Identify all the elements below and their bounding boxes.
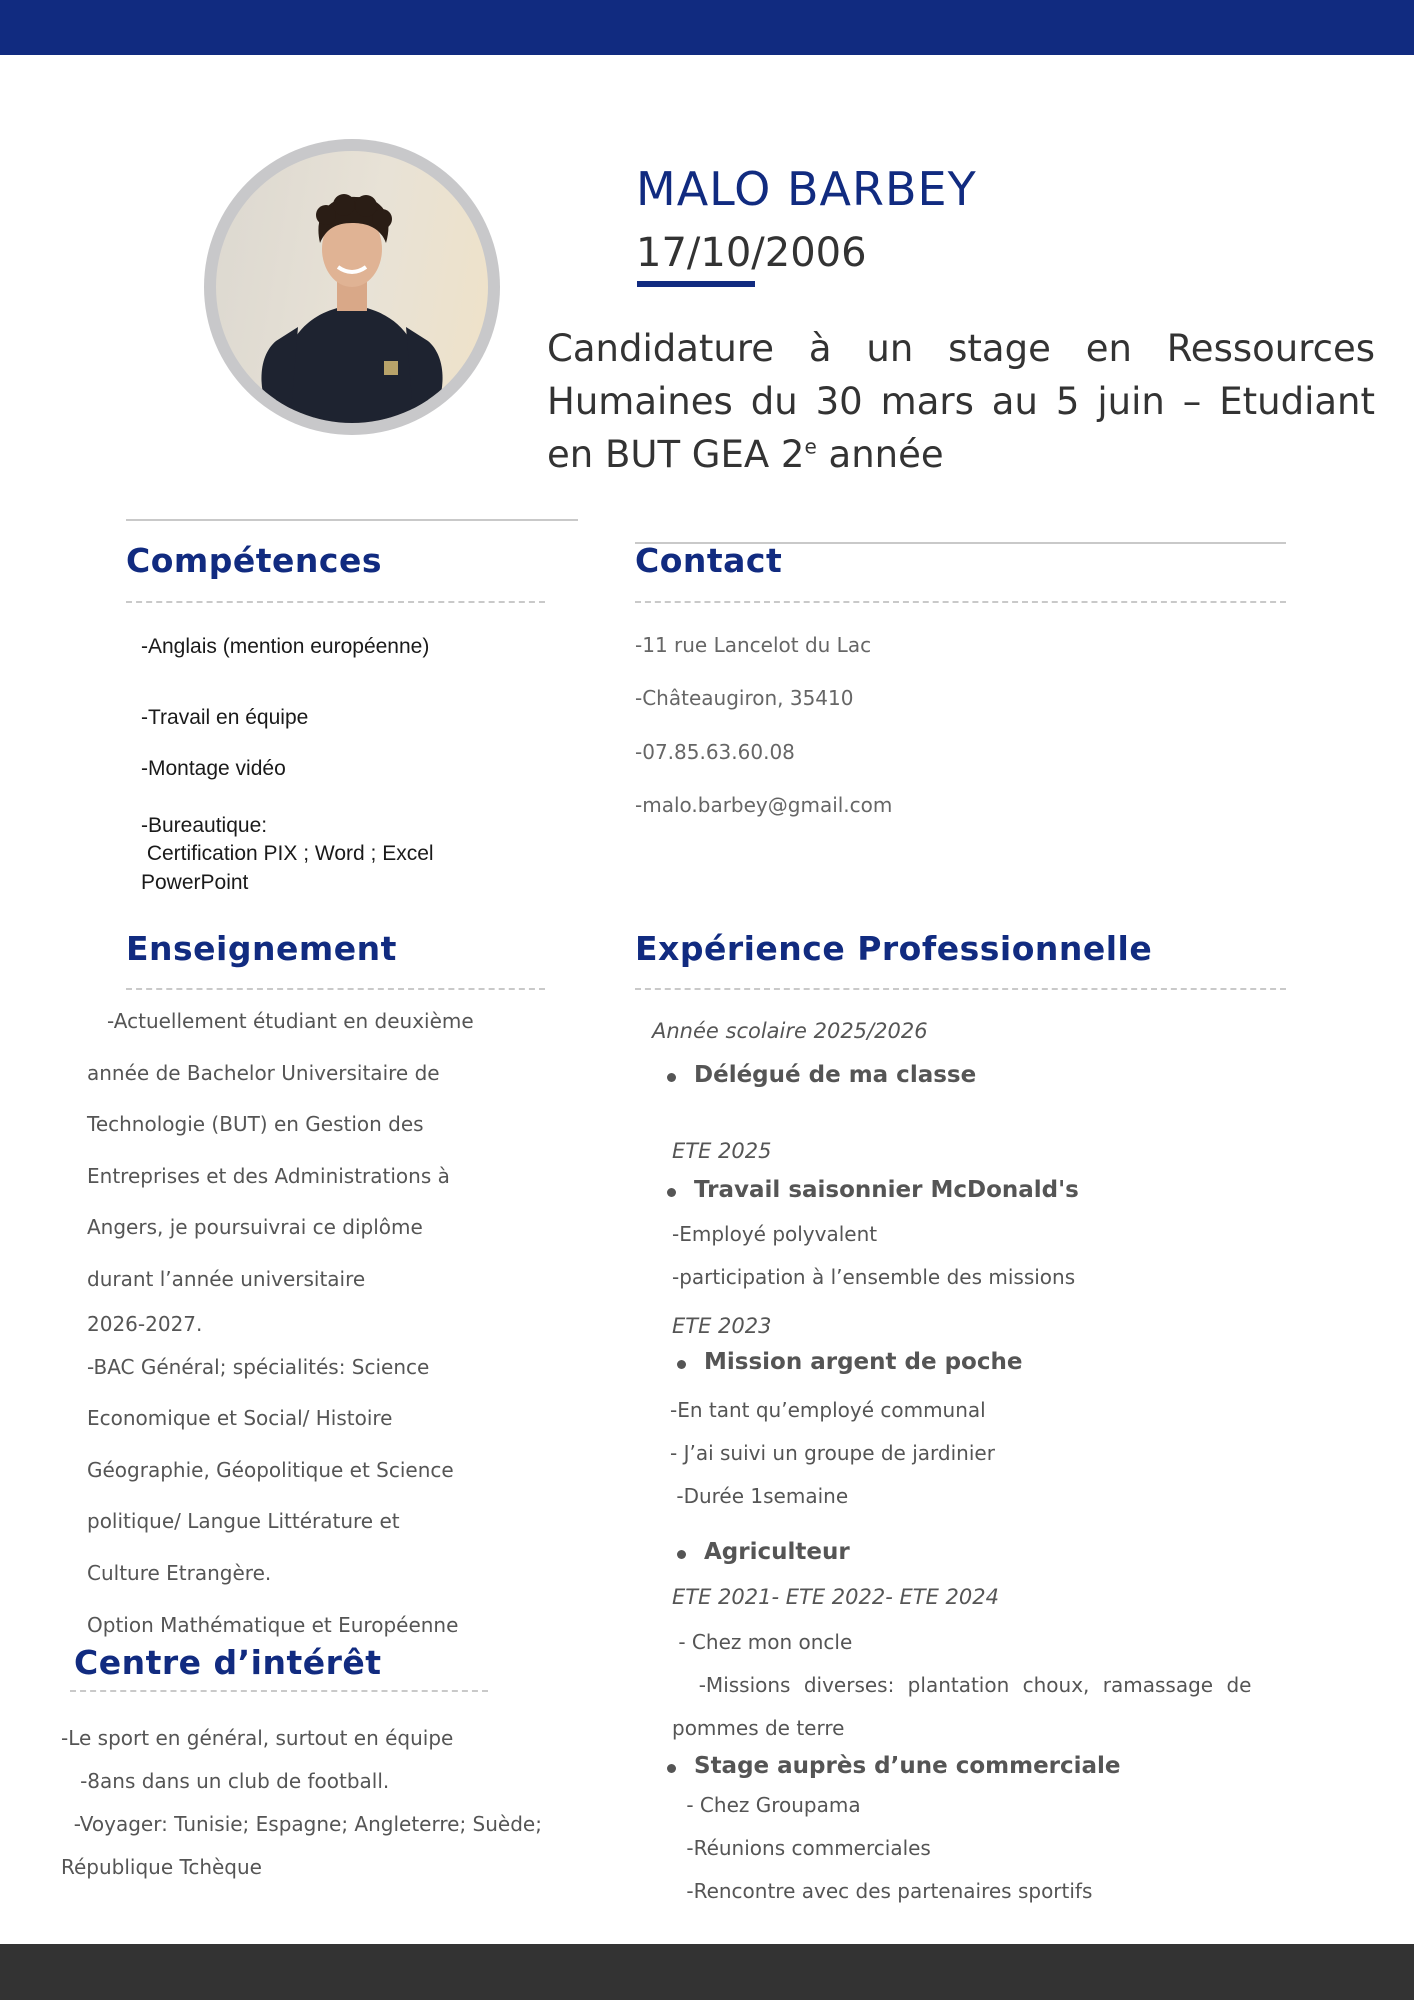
education-line: Economique et Social/ Histoire xyxy=(87,1406,393,1431)
interests-title-rule xyxy=(70,1690,488,1692)
contact-city: -Châteaugiron, 35410 xyxy=(635,686,854,710)
application-headline xyxy=(547,322,1375,481)
person-illustration-icon xyxy=(216,151,488,423)
education-line: Angers, je poursuivrai ce diplôme xyxy=(87,1215,423,1240)
experience-detail: -Réunions commerciales xyxy=(680,1836,931,1860)
interest-line: -8ans dans un club de football. xyxy=(61,1769,390,1793)
experience-role: Agriculteur xyxy=(704,1539,850,1565)
contact-email: -malo.barbey@gmail.com xyxy=(635,793,893,817)
experience-detail: -Durée 1semaine xyxy=(670,1484,849,1508)
skill-item: -Travail en équipe xyxy=(141,706,309,729)
experience-detail: pommes de terre xyxy=(672,1716,845,1740)
skill-item: -Montage vidéo xyxy=(141,757,286,780)
experience-detail: -Employé polyvalent xyxy=(672,1222,878,1246)
interests-title: Centre d’intérêt xyxy=(74,1643,382,1682)
education-title: Enseignement xyxy=(126,929,397,968)
experience-role: Mission argent de poche xyxy=(704,1349,1023,1375)
experience-period: ETE 2021- ETE 2022- ETE 2024 xyxy=(672,1585,999,1609)
education-line: Culture Etrangère. xyxy=(87,1560,272,1585)
bullet-icon xyxy=(677,1550,686,1559)
headline-superscript: e xyxy=(804,434,817,459)
candidate-name: MALO BARBEY xyxy=(636,162,977,216)
skill-item: PowerPoint xyxy=(141,871,249,894)
skills-top-rule xyxy=(126,519,578,521)
birth-date: 17/10/2006 xyxy=(636,230,867,276)
experience-detail: - J’ai suivi un groupe de jardinier xyxy=(670,1441,995,1465)
education-line: Géographie, Géopolitique et Science xyxy=(87,1457,454,1482)
interest-line: République Tchèque xyxy=(61,1855,262,1879)
skills-title: Compétences xyxy=(126,541,383,580)
experience-period: Année scolaire 2025/2026 xyxy=(652,1019,928,1043)
top-banner xyxy=(0,0,1414,55)
education-line: politique/ Langue Littérature et xyxy=(87,1509,400,1534)
birth-date-underline xyxy=(637,281,755,287)
experience-role: Délégué de ma classe xyxy=(694,1062,977,1088)
experience-role: Travail saisonnier McDonald's xyxy=(694,1177,1079,1203)
contact-title-rule xyxy=(635,601,1286,603)
experience-title-rule xyxy=(635,988,1286,990)
experience-period: ETE 2023 xyxy=(672,1314,772,1338)
experience-detail: -En tant qu’employé communal xyxy=(670,1398,986,1422)
experience-detail: - Chez mon oncle xyxy=(672,1630,853,1654)
skill-item: -Anglais (mention européenne) xyxy=(141,635,430,658)
bullet-icon xyxy=(677,1360,686,1369)
contact-address: -11 rue Lancelot du Lac xyxy=(635,633,872,657)
contact-phone: -07.85.63.60.08 xyxy=(635,740,795,764)
education-line: Entreprises et des Administrations à xyxy=(87,1163,450,1188)
education-line: durant l’année universitaire xyxy=(87,1266,366,1291)
contact-title: Contact xyxy=(635,541,783,580)
profile-photo-image xyxy=(216,151,488,423)
education-line: Option Mathématique et Européenne xyxy=(87,1612,459,1637)
education-text xyxy=(87,996,517,1651)
education-line: année de Bachelor Universitaire de xyxy=(87,1060,440,1085)
experience-detail: -Rencontre avec des partenaires sportifs xyxy=(680,1879,1093,1903)
headline-text: Candidature à un stage en Ressources Humaines du 30 mars au 5 juin – Etudiant en BUT GEA 2 xyxy=(547,327,1375,476)
education-line: 2026-2027. xyxy=(87,1311,203,1336)
education-line: Technologie (BUT) en Gestion des xyxy=(87,1112,424,1137)
experience-detail: - Chez Groupama xyxy=(680,1793,861,1817)
footer-banner xyxy=(0,1944,1414,2000)
experience-detail: -Missions diverses: plantation choux, ramassage de xyxy=(672,1673,1252,1697)
education-line: -BAC Général; spécialités: Science xyxy=(87,1354,430,1379)
skill-item: Certification PIX ; Word ; Excel xyxy=(141,842,434,865)
interest-line: -Le sport en général, surtout en équipe xyxy=(61,1726,454,1750)
skill-item: -Bureautique: xyxy=(141,814,268,837)
education-title-rule xyxy=(126,988,545,990)
headline-end: année xyxy=(816,433,944,476)
experience-period: ETE 2025 xyxy=(672,1139,772,1163)
bullet-icon xyxy=(667,1073,676,1082)
experience-title: Expérience Professionnelle xyxy=(635,929,1153,968)
interest-line: -Voyager: Tunisie; Espagne; Angleterre; Suède; xyxy=(61,1812,542,1836)
bullet-icon xyxy=(667,1764,676,1773)
bullet-icon xyxy=(667,1188,676,1197)
experience-detail: -participation à l’ensemble des missions xyxy=(672,1265,1076,1289)
education-line: -Actuellement étudiant en deuxième xyxy=(107,1009,474,1033)
experience-role: Stage auprès d’une commerciale xyxy=(694,1753,1121,1779)
skills-title-rule xyxy=(126,601,545,603)
profile-photo xyxy=(204,139,500,435)
